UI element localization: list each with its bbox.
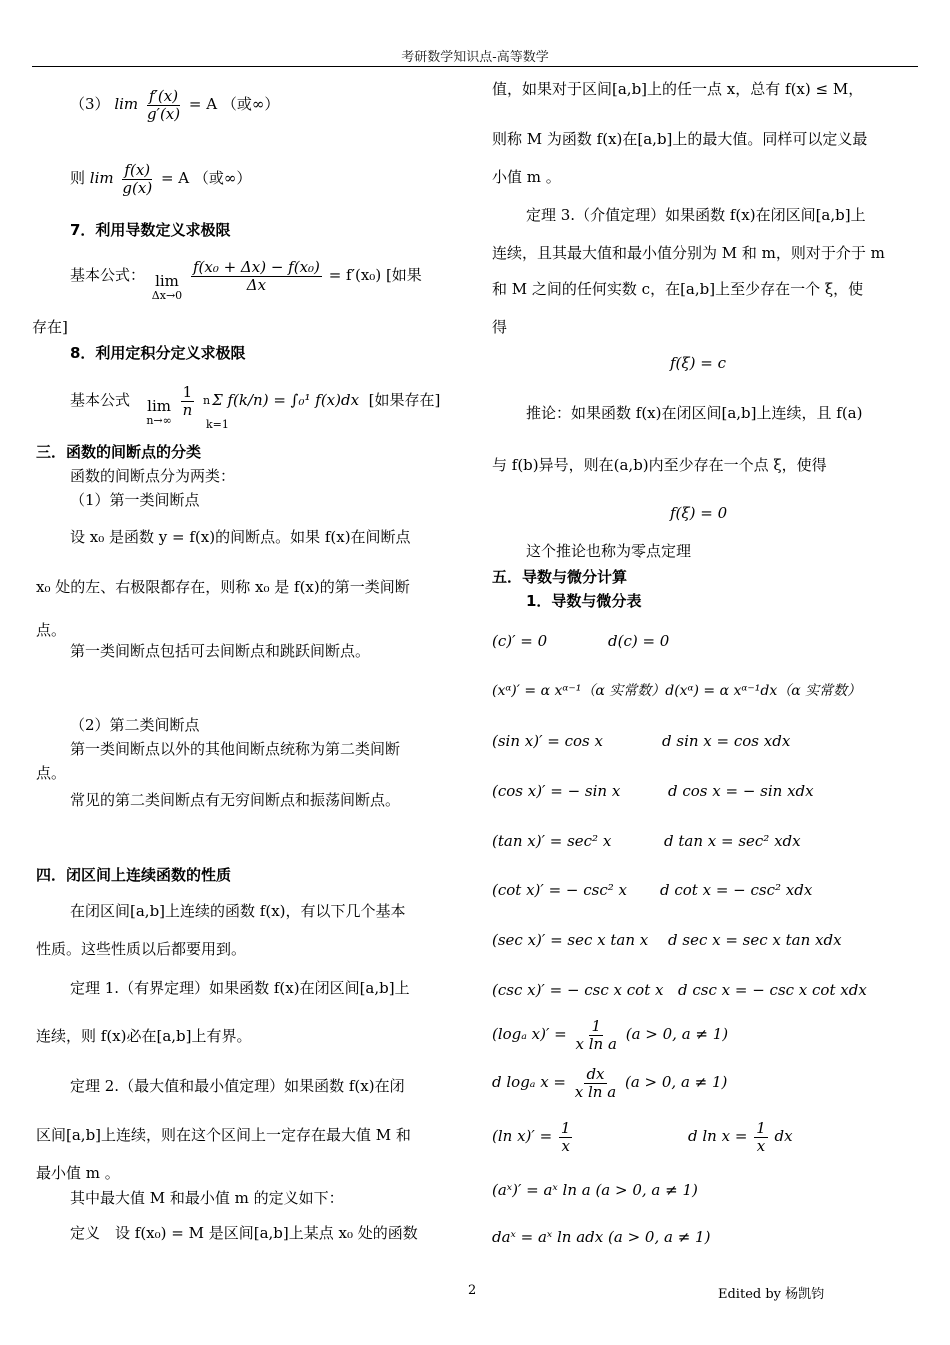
deriv-ln-row: (ln x)′ = $\frac{1}{x}$ (492, 1119, 571, 1155)
section-3-heading: 三．函数的间断点的分类 (36, 443, 202, 461)
paragraph: 在闭区间[a,b]上连续的函数 f(x)，有以下几个基本 (70, 902, 406, 920)
header-rule (32, 66, 918, 67)
diff-row-b: d cot x = − csc² xdx (660, 881, 813, 899)
equation-zero: f(ξ) = 0 (670, 504, 728, 522)
paragraph: （2）第二类间断点 (70, 716, 200, 734)
formula-riemann: 基本公式 lim n→∞ $\frac{1}{n}$ n Σ f(k/n) = ∫₀¹ f(x)dx [如果存在] k=1 (70, 383, 441, 431)
paragraph: 连续，且其最大值和最小值分别为 M 和 m，则对于介于 m (492, 244, 885, 262)
page-header: 考研数学知识点-高等数学 (401, 50, 549, 65)
page-number: 2 (468, 1283, 477, 1298)
paragraph: 定理 3.（介值定理）如果函数 f(x)在闭区间[a,b]上 (526, 206, 866, 224)
diff-row-b: d sec x = sec x tan xdx (668, 931, 842, 949)
paragraph: 定理 2.（最大值和最小值定理）如果函数 f(x)在闭 (70, 1077, 405, 1095)
equation-ivt: f(ξ) = c (670, 354, 727, 372)
deriv-row-a: (tan x)′ = sec² x (492, 832, 612, 850)
section-4-heading: 四．闭区间上连续函数的性质 (36, 866, 232, 884)
paragraph: 最小值 m 。 (36, 1164, 120, 1182)
paragraph: 设 x₀ 是函数 y = f(x)的间断点。如果 f(x)在间断点 (70, 528, 411, 546)
formula-lhopital-result: 则 lim $\frac{f(x)}{g(x)}$ = A （或∞） (70, 161, 252, 197)
paragraph: 区间[a,b]上连续，则在这个区间上一定存在最大值 M 和 (36, 1126, 411, 1144)
diff-row-b: d cos x = − sin xdx (668, 782, 814, 800)
paragraph: 则称 M 为函数 f(x)在[a,b]上的最大值。同样可以定义最 (492, 130, 868, 148)
paragraph: 点。 (36, 764, 67, 782)
heading-7: 7．利用导数定义求极限 (70, 221, 231, 239)
right-column (492, 74, 924, 1279)
diff-log-row: d logₐ x = $\frac{dx}{\text{x ln a}}$ (a > 0, a ≠ 1) (492, 1065, 728, 1101)
section-5-heading: 五．导数与微分计算 (492, 568, 628, 586)
paragraph: 和 M 之间的任何实数 c，在[a,b]上至少存在一个 ξ，使 (492, 280, 864, 298)
paragraph: 函数的间断点分为两类： (70, 467, 236, 485)
diff-row-b: d sin x = cos xdx (662, 732, 791, 750)
paragraph: 与 f(b)异号，则在(a,b)内至少存在一个点 ξ，使得 (492, 456, 827, 474)
text-exists: 存在] (32, 318, 68, 336)
deriv-exp-row: (aˣ)′ = aˣ ln a (a > 0, a ≠ 1) (492, 1181, 698, 1199)
paragraph: 得 (492, 318, 508, 336)
formula-lhopital-3: （3） lim $\frac{f'(x)}{g'(x)}$ = A （或∞） (70, 87, 280, 123)
deriv-row-a: (c)′ = 0 (492, 632, 548, 650)
paragraph: 定义 设 f(x₀) = M 是区间[a,b]上某点 x₀ 处的函数 (70, 1224, 418, 1242)
deriv-log-row: (logₐ x)′ = $\frac{1}{\text{x ln a}}$ (a > 0, a ≠ 1) (492, 1017, 729, 1053)
deriv-row-a: (sin x)′ = cos x (492, 732, 603, 750)
diff-exp-row: daˣ = aˣ ln adx (a > 0, a ≠ 1) (492, 1228, 711, 1246)
editor-credit: Edited by 杨凯钧 (718, 1287, 825, 1302)
diff-ln-row: d ln x = $\frac{1}{x}$ dx (688, 1119, 793, 1155)
paragraph: 点。 (36, 621, 67, 639)
diff-row-b: d csc x = − csc x cot xdx (678, 981, 867, 999)
deriv-row-a: (xᵅ)′ = α xᵅ⁻¹（α 实常数）d(xᵅ) = α xᵅ⁻¹dx（α 实常数） (492, 683, 862, 699)
paragraph: 常见的第二类间断点有无穷间断点和振荡间断点。 (70, 791, 401, 809)
paragraph: 连续，则 f(x)必在[a,b]上有界。 (36, 1027, 252, 1045)
deriv-row-a: (sec x)′ = sec x tan x (492, 931, 649, 949)
paragraph: 第一类间断点包括可去间断点和跳跃间断点。 (70, 642, 371, 660)
paragraph: 这个推论也称为零点定理 (526, 542, 692, 560)
deriv-row-a: (cot x)′ = − csc² x (492, 881, 627, 899)
paragraph: 小值 m 。 (492, 168, 561, 186)
paragraph: 性质。这些性质以后都要用到。 (36, 940, 247, 958)
paragraph: 第一类间断点以外的其他间断点统称为第二类间断 (70, 740, 401, 758)
paragraph: 定理 1.（有界定理）如果函数 f(x)在闭区间[a,b]上 (70, 979, 410, 997)
diff-row-b: d(c) = 0 (608, 632, 670, 650)
deriv-row-a: (csc x)′ = − csc x cot x (492, 981, 664, 999)
paragraph: 其中最大值 M 和最小值 m 的定义如下： (70, 1189, 344, 1207)
paragraph: （1）第一类间断点 (70, 491, 200, 509)
diff-row-b: d tan x = sec² xdx (664, 832, 801, 850)
formula-derivative-def: 基本公式： lim Δx→0 $\frac{\text{f(x₀ + Δx) − f(x₀)}}{\Delta x}$ = f′(x₀) [如果 (70, 258, 422, 302)
paragraph: 推论：如果函数 f(x)在闭区间[a,b]上连续，且 f(a) (526, 404, 863, 422)
paragraph: x₀ 处的左、右极限都存在，则称 x₀ 是 f(x)的第一类间断 (36, 578, 410, 596)
heading-8: 8．利用定积分定义求极限 (70, 344, 246, 362)
paragraph: 值，如果对于区间[a,b]上的任一点 x，总有 f(x) ≤ M， (492, 80, 864, 98)
left-column (32, 74, 464, 1279)
deriv-row-a: (cos x)′ = − sin x (492, 782, 621, 800)
subheading-5-1: 1．导数与微分表 (526, 592, 642, 610)
